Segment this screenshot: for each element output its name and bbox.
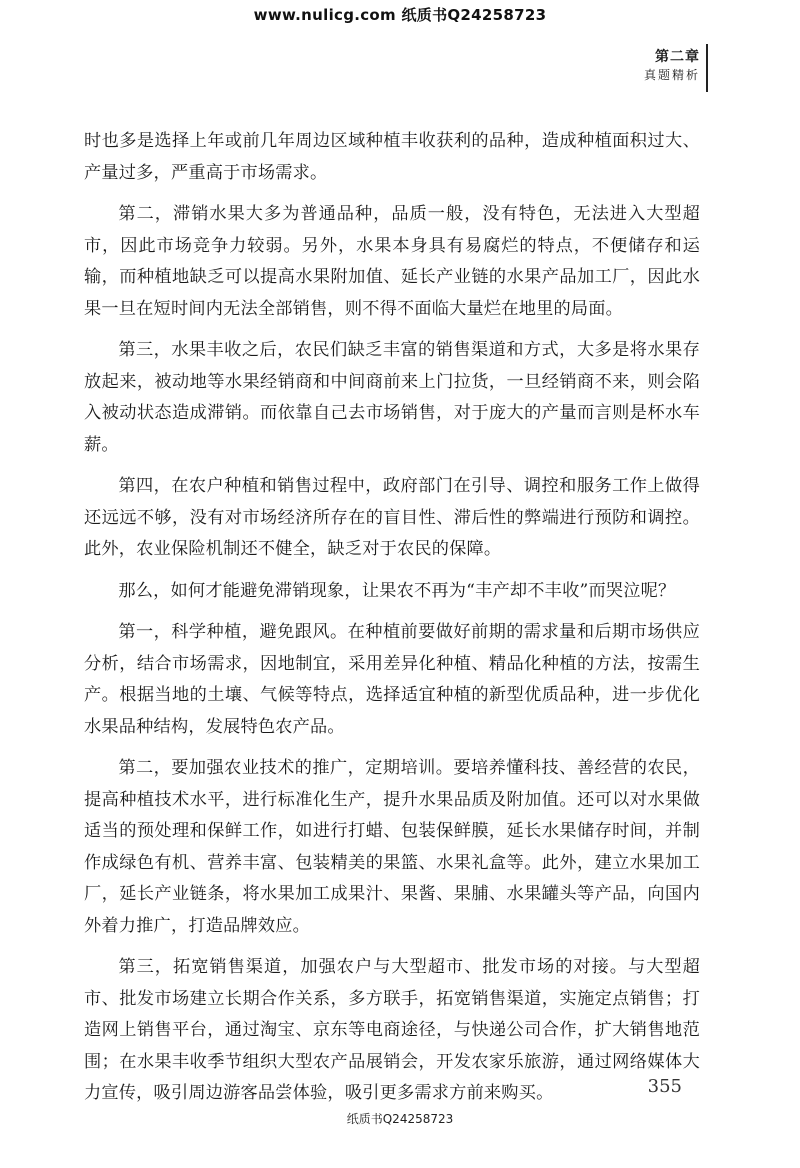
top-watermark: www.nulicg.com 纸质书Q24258723 (253, 6, 547, 24)
paragraph-cause-4: 第四，在农户种植和销售过程中，政府部门在引导、调控和服务工作上做得还远远不够，没有对市场经济所存在的盲目性、滞后性的弊端进行预防和调控。此外，农业保险机制还不健全，缺乏对于农民的保障。 (84, 476, 700, 559)
paragraph-measure-3: 第三，拓宽销售渠道，加强农户与大型超市、批发市场的对接。与大型超市、批发市场建立长期合作关系，多方联手，拓宽销售渠道，实施定点销售；打造网上销售平台，通过淘宝、京东等电商途径，与快递公司合作，扩大销售地范围；在水果丰收季节组织大型农产品展销会，开发农家乐旅游，通过网络媒体大力宣传，吸引周边游客品尝体验，吸引更多需求方前来购买。 (84, 957, 700, 1103)
header-rule (706, 44, 708, 92)
chapter-subtitle: 真题精析 (643, 68, 700, 82)
paragraph-cause-2: 第二，滞销水果大多为普通品种，品质一般，没有特色，无法进入大型超市，因此市场竞争力较弱。另外，水果本身具有易腐烂的特点，不便储存和运输，而种植地缺乏可以提高水果附加值、延长产业链的水果产品加工厂，因此水果一旦在短时间内无法全部销售，则不得不面临大量烂在地里的局面。 (84, 204, 700, 319)
chapter-header (644, 48, 700, 84)
chapter-title: 第二章 (655, 49, 700, 65)
page-number: 355 (647, 1076, 682, 1097)
paragraph-continued: 时也多是选择上年或前几年周边区域种植丰收获利的品种，造成种植面积过大、产量过多，严重高于市场需求。 (84, 131, 700, 183)
body-text (84, 126, 700, 1120)
paragraph-measure-2: 第二，要加强农业技术的推广，定期培训。要培养懂科技、善经营的农民，提高种植技术水平，进行标准化生产，提升水果品质及附加值。还可以对水果做适当的预处理和保鲜工作，如进行打蜡、包装保鲜膜，延长水果储存时间，并制作成绿色有机、营养丰富、包装精美的果篮、水果礼盒等。此外，建立水果加工厂，延长产业链条，将水果加工成果汁、果酱、果脯、水果罐头等产品，向国内外着力推广，打造品牌效应。 (84, 758, 700, 936)
paragraph-cause-3: 第三，水果丰收之后，农民们缺乏丰富的销售渠道和方式，大多是将水果存放起来，被动地等水果经销商和中间商前来上门拉货，一旦经销商不来，则会陷入被动状态造成滞销。而依靠自己去市场销售，对于庞大的产量而言则是杯水车薪。 (84, 340, 700, 455)
bottom-watermark: 纸质书Q24258723 (346, 1112, 454, 1126)
paragraph-measure-1: 第一，科学种植，避免跟风。在种植前要做好前期的需求量和后期市场供应分析，结合市场需求，因地制宜，采用差异化种植、精品化种植的方法，按需生产。根据当地的土壤、气候等特点，选择适宜种植的新型优质品种，进一步优化水果品种结构，发展特色农产品。 (84, 622, 700, 737)
paragraph-question: 那么，如何才能避免滞销现象，让果农不再为“丰产却不丰收”而哭泣呢？ (118, 580, 676, 601)
